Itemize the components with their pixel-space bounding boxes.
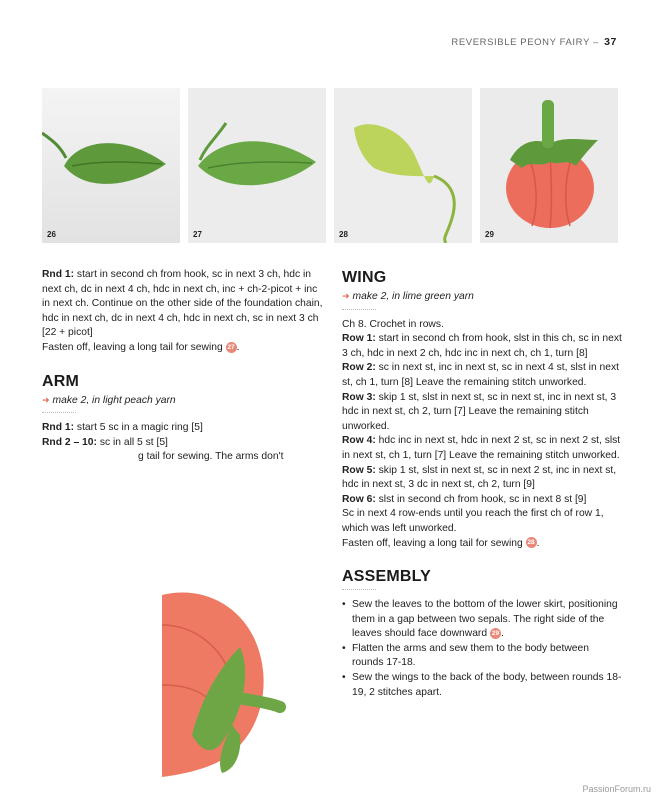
leaf-round-1 — [42, 268, 327, 341]
row-text: sc in next st, inc in next st, sc in next 4 st, slst in next st, ch 1, turn [8] Leave the remaining stitch unworked. — [342, 362, 619, 388]
wing-fasten: Fasten off, leaving a long tail for sewing 28 . — [342, 537, 540, 549]
arm-subtitle — [42, 393, 327, 409]
row-label: Row 4: — [342, 435, 376, 447]
round-label: Rnd 1: — [42, 422, 75, 434]
divider — [342, 309, 376, 310]
page-number: 37 — [604, 36, 617, 48]
wing-row — [342, 361, 622, 390]
wing-heading: WING — [342, 269, 387, 286]
divider — [342, 589, 376, 590]
list-item: • Sew the wings to the back of the body, between rounds 18-19, 2 stitches apart. — [352, 671, 622, 700]
photo-number: 26 — [47, 230, 56, 239]
wing-row — [342, 434, 622, 463]
row-text: start in second ch from hook, slst in this ch, sc in next 3 ch, hdc in next 2 ch, hdc inc in next ch, ch 1, turn [8] — [342, 333, 622, 359]
leaf-fasten: Fasten off, leaving a long tail for sewing 27 . — [42, 341, 240, 353]
divider — [42, 412, 76, 413]
left-column — [42, 268, 327, 465]
photo-number: 29 — [485, 230, 494, 239]
row-text: hdc inc in next st, hdc in next 2 st, sc in next 2 st, slst in next st, ch 1, turn [7] Leave the remaining stitch unworked. — [342, 435, 621, 461]
row-label: Row 6: — [342, 493, 376, 505]
photo-ref-badge: 27 — [227, 343, 235, 351]
photo-ref-badge: 29 — [491, 630, 500, 638]
row-label: Row 3: — [342, 391, 376, 403]
round-text: start 5 sc in a magic ring [5] — [76, 422, 203, 434]
wing-outro: Sc in next 4 row-ends until you reach the first ch of row 1, which was left unworked. — [342, 508, 604, 534]
photo-26 — [42, 88, 180, 243]
row-label: Row 1: — [342, 333, 376, 345]
list-item: • Sew the leaves to the bottom of the lower skirt, positioning them in a gap between two sepals. The right side of the leaves should face downward 29 . — [352, 598, 622, 642]
arm-round-1 — [42, 421, 327, 436]
wing-subtitle — [342, 289, 622, 305]
wing-row — [342, 332, 622, 361]
arrow-icon: ➜ — [342, 291, 350, 301]
wing-row — [342, 391, 622, 435]
wing-subtitle-text: make 2, in lime green yarn — [352, 291, 474, 302]
header-title: REVERSIBLE PEONY FAIRY – — [451, 37, 599, 48]
photo-29 — [480, 88, 618, 243]
page-header — [451, 36, 617, 48]
photo-number: 27 — [193, 230, 202, 239]
arm-partial-line: g tail for sewing. The arms don't — [138, 451, 284, 463]
wing-row — [342, 464, 622, 493]
round-text: sc in all 5 st [5] — [99, 436, 168, 448]
assembly-list — [342, 598, 622, 700]
row-label: Row 5: — [342, 464, 376, 476]
peony-bud-photo — [162, 585, 322, 780]
arm-heading: ARM — [42, 372, 80, 390]
photo-27 — [188, 88, 326, 243]
wing-intro: Ch 8. Crochet in rows. — [342, 318, 444, 330]
photo-ref-badge: 28 — [527, 539, 535, 547]
round-text: start in second ch from hook, sc in next 3 ch, hdc in next ch, dc in next 4 ch, hdc in next ch, inc + ch-2-picot + inc in next ch. Continue on the other side of the foundation chain, hdc in next ch, dc in next 4 ch, hdc in next ch, sc in next 3 ch [22 + picot] — [42, 269, 323, 339]
assembly-heading: ASSEMBLY — [342, 568, 432, 586]
fasten-text: Fasten off, leaving a long tail for sewing — [42, 341, 223, 353]
photo-number: 28 — [339, 230, 348, 239]
row-text: skip 1 st, slst in next st, sc in next st, inc in next st, 3 hdc in next st, ch 2, turn [7] Leave the remaining stitch unworked. — [342, 391, 617, 432]
photo-28 — [334, 88, 472, 243]
right-column — [342, 268, 622, 700]
row-label: Row 2: — [342, 362, 376, 374]
row-text: skip 1 st, slst in next st, sc in next 2 st, inc in next st, hdc in next st, 3 dc in next st, ch 2, turn [9] — [342, 464, 617, 491]
row-text: slst in second ch from hook, sc in next 8 st [9] — [378, 493, 587, 505]
arrow-icon: ➜ — [42, 394, 50, 405]
list-item-text: Sew the leaves to the bottom of the lower skirt, positioning them in a gap between two sepals. The right side of the leaves should face downward — [352, 599, 618, 640]
fasten-text: Fasten off, leaving a long tail for sewing — [342, 537, 523, 549]
list-item: • Flatten the arms and sew them to the body between rounds 17-18. — [352, 642, 622, 671]
arm-round-2-10 — [42, 436, 327, 451]
round-label: Rnd 1: — [42, 269, 75, 280]
watermark: PassionForum.ru — [582, 784, 651, 794]
round-label: Rnd 2 – 10: — [42, 436, 97, 448]
wing-row — [342, 493, 622, 508]
arm-subtitle-text: make 2, in light peach yarn — [52, 394, 176, 406]
